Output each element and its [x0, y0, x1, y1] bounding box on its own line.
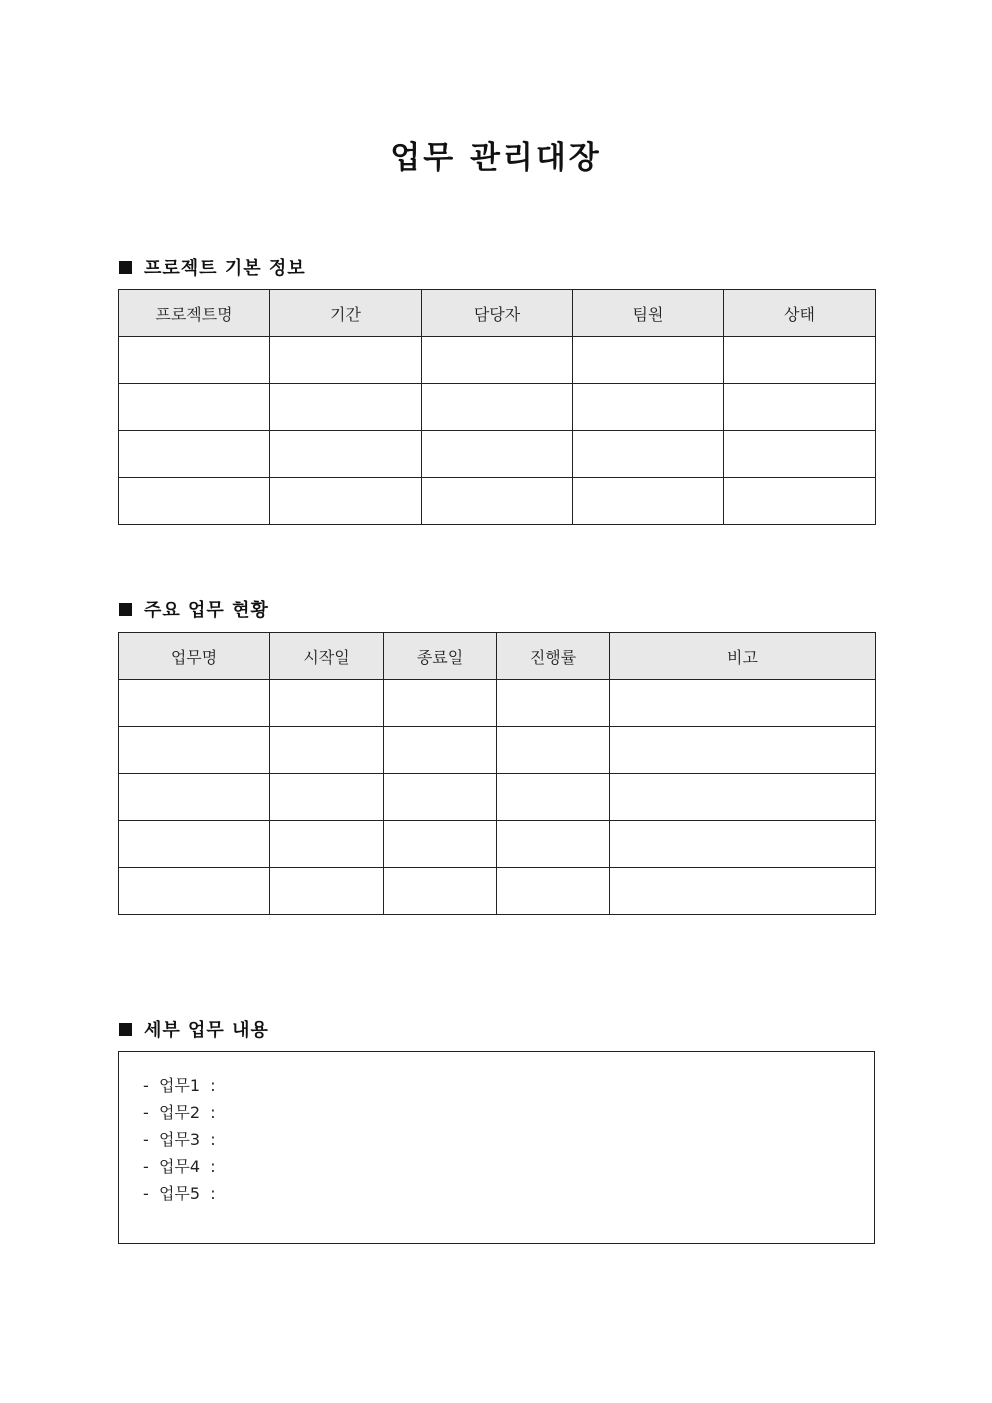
table-cell[interactable] [270, 774, 384, 821]
list-item: - 업무4 : [143, 1157, 216, 1176]
table-cell[interactable] [270, 431, 422, 478]
square-bullet-icon [119, 603, 132, 616]
table-cell[interactable] [610, 774, 876, 821]
table-cell[interactable] [119, 478, 270, 525]
section-heading-label: 프로젝트 기본 정보 [144, 258, 306, 279]
table-cell[interactable] [610, 868, 876, 915]
table-cell[interactable] [119, 680, 270, 727]
section-heading-label: 주요 업무 현황 [144, 600, 269, 621]
section-heading-task-status [119, 596, 269, 622]
table-cell[interactable] [119, 821, 270, 868]
table-cell[interactable] [270, 478, 422, 525]
table-cell[interactable] [119, 727, 270, 774]
table-cell[interactable] [270, 821, 384, 868]
table-cell[interactable] [384, 868, 497, 915]
table-cell[interactable] [497, 821, 610, 868]
table-cell[interactable] [497, 727, 610, 774]
column-header-end-date: 종료일 [384, 633, 497, 680]
table-cell[interactable] [119, 384, 270, 431]
table-cell[interactable] [384, 821, 497, 868]
table-cell[interactable] [422, 337, 573, 384]
table-cell[interactable] [610, 680, 876, 727]
column-header-owner: 담당자 [422, 290, 573, 337]
task-details-box[interactable] [118, 1051, 875, 1244]
table-cell[interactable] [610, 727, 876, 774]
table-cell[interactable] [270, 337, 422, 384]
square-bullet-icon [119, 1023, 132, 1036]
square-bullet-icon [119, 261, 132, 274]
table-cell[interactable] [573, 384, 724, 431]
table-row [119, 774, 876, 821]
section-heading-task-details [119, 1016, 269, 1042]
table-cell[interactable] [610, 821, 876, 868]
column-header-members: 팀원 [573, 290, 724, 337]
column-header-start-date: 시작일 [270, 633, 384, 680]
project-info-table [118, 289, 876, 525]
page-title: 업무 관리대장 [390, 140, 602, 176]
table-row [119, 478, 876, 525]
column-header-task-name: 업무명 [119, 633, 270, 680]
column-header-status: 상태 [724, 290, 876, 337]
table-row [119, 727, 876, 774]
section-heading-label: 세부 업무 내용 [144, 1020, 269, 1041]
table-cell[interactable] [724, 384, 876, 431]
table-cell[interactable] [573, 431, 724, 478]
table-row [119, 680, 876, 727]
table-row [119, 384, 876, 431]
table-cell[interactable] [497, 774, 610, 821]
table-cell[interactable] [573, 337, 724, 384]
table-cell[interactable] [270, 868, 384, 915]
table-cell[interactable] [724, 337, 876, 384]
table-cell[interactable] [119, 431, 270, 478]
table-header-row [119, 633, 876, 680]
task-details-list [143, 1072, 216, 1207]
table-cell[interactable] [422, 384, 573, 431]
table-cell[interactable] [384, 727, 497, 774]
table-cell[interactable] [270, 727, 384, 774]
list-item: - 업무2 : [143, 1103, 216, 1122]
list-item: - 업무5 : [143, 1184, 216, 1203]
task-status-table [118, 632, 876, 915]
table-cell[interactable] [270, 384, 422, 431]
column-header-project-name: 프로젝트명 [119, 290, 270, 337]
table-cell[interactable] [422, 478, 573, 525]
table-cell[interactable] [724, 431, 876, 478]
table-cell[interactable] [119, 337, 270, 384]
table-row [119, 868, 876, 915]
table-cell[interactable] [422, 431, 573, 478]
table-cell[interactable] [384, 774, 497, 821]
table-row [119, 821, 876, 868]
table-header-row [119, 290, 876, 337]
table-row [119, 337, 876, 384]
table-cell[interactable] [119, 774, 270, 821]
table-cell[interactable] [270, 680, 384, 727]
table-cell[interactable] [573, 478, 724, 525]
table-row [119, 431, 876, 478]
table-cell[interactable] [384, 680, 497, 727]
section-heading-project-info [119, 254, 306, 280]
list-item: - 업무3 : [143, 1130, 216, 1149]
table-cell[interactable] [119, 868, 270, 915]
table-cell[interactable] [497, 680, 610, 727]
list-item: - 업무1 : [143, 1076, 216, 1095]
column-header-period: 기간 [270, 290, 422, 337]
table-cell[interactable] [724, 478, 876, 525]
table-cell[interactable] [497, 868, 610, 915]
column-header-progress: 진행률 [497, 633, 610, 680]
column-header-notes: 비고 [610, 633, 876, 680]
